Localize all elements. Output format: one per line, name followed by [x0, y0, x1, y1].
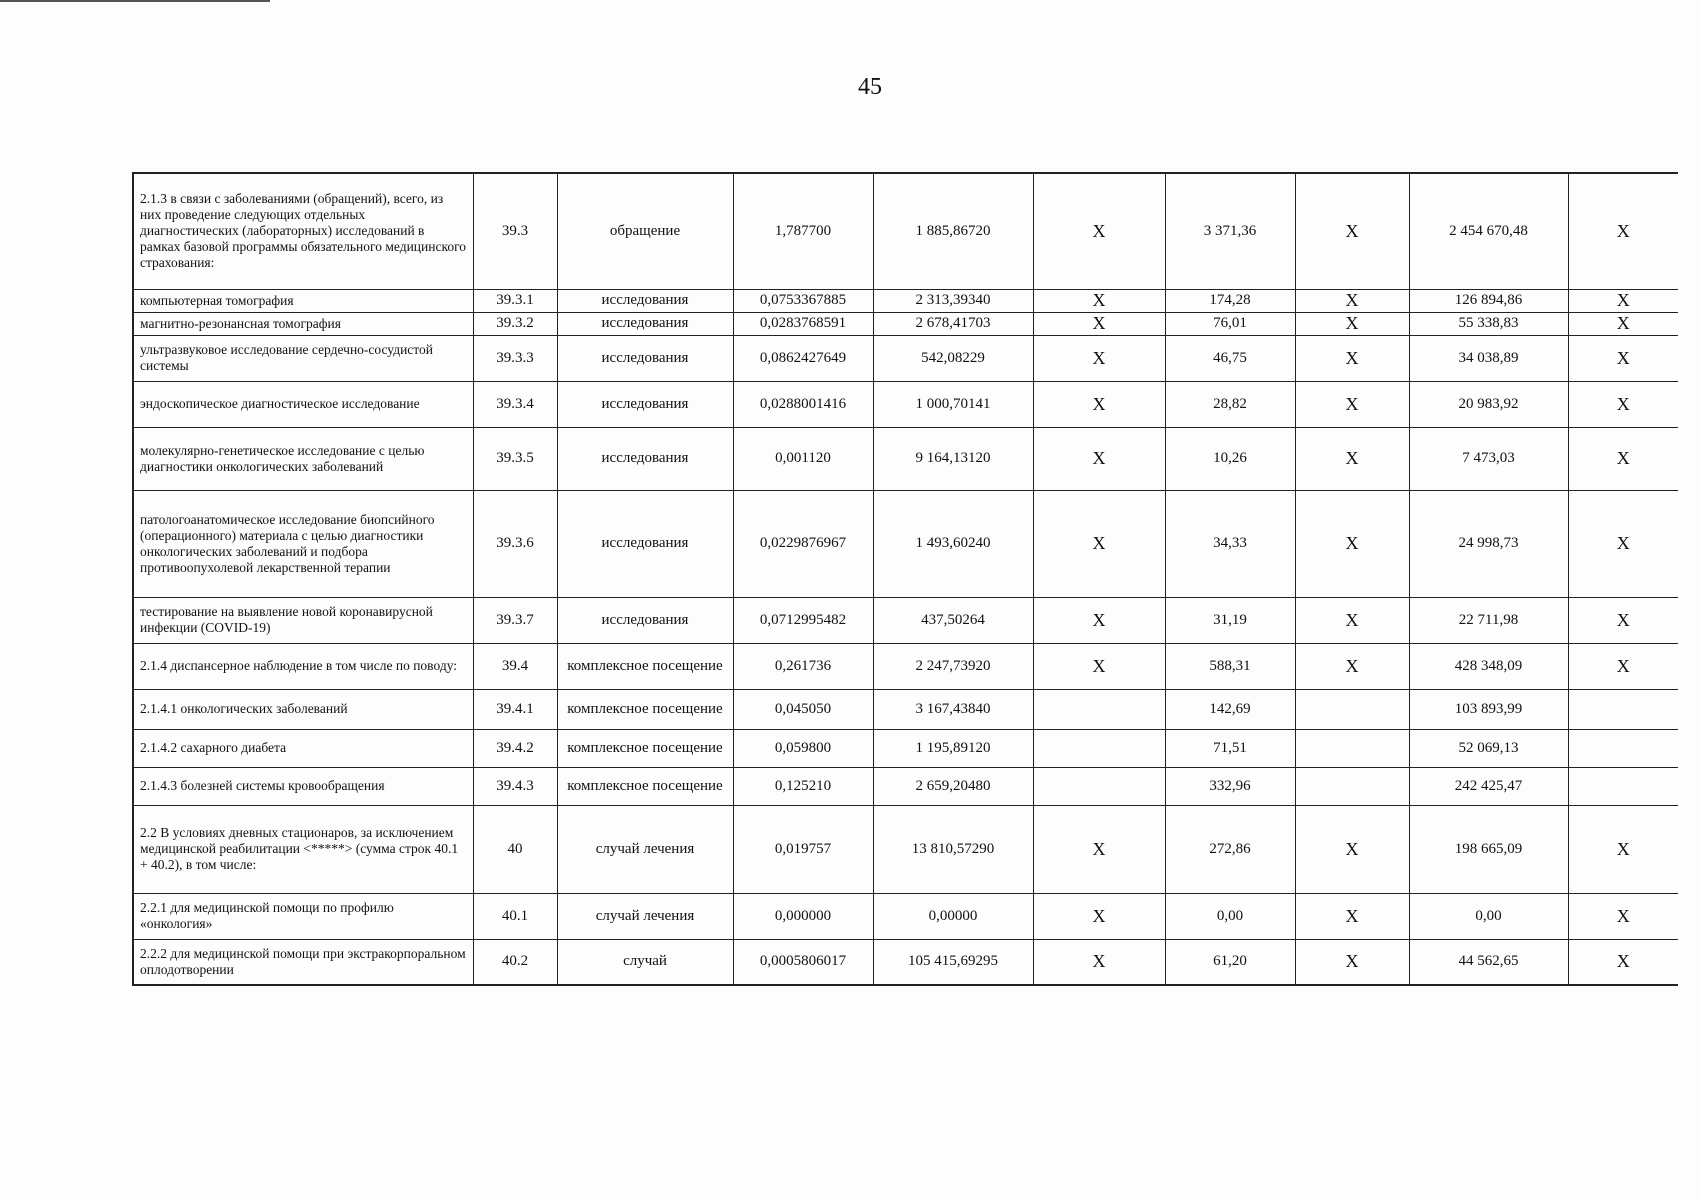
row-col10: X [1568, 597, 1678, 643]
row-col10 [1568, 729, 1678, 767]
row-col6: X [1033, 289, 1165, 312]
row-unit: исследования [557, 381, 733, 427]
row-col7: 31,19 [1165, 597, 1295, 643]
row-name: 2.2 В условиях дневных стационаров, за исключением медицинской реабилитации <*****> (сумма строк 40.1 + 40.2), в том числе: [133, 805, 473, 893]
row-col10: X [1568, 893, 1678, 939]
row-col7: 0,00 [1165, 893, 1295, 939]
row-name: 2.2.2 для медицинской помощи при экстракорпоральном оплодотворении [133, 939, 473, 985]
row-norm: 0,0229876967 [733, 490, 873, 597]
row-col9: 126 894,86 [1409, 289, 1568, 312]
data-table [132, 172, 1678, 986]
row-col8 [1295, 689, 1409, 729]
row-code: 40 [473, 805, 557, 893]
row-code: 39.3.2 [473, 312, 557, 335]
row-code: 39.3.3 [473, 335, 557, 381]
row-cost: 2 678,41703 [873, 312, 1033, 335]
top-rule [0, 0, 270, 2]
row-name: ультразвуковое исследование сердечно-сосудистой системы [133, 335, 473, 381]
row-cost: 1 195,89120 [873, 729, 1033, 767]
row-cost: 542,08229 [873, 335, 1033, 381]
row-cost: 3 167,43840 [873, 689, 1033, 729]
row-col7: 174,28 [1165, 289, 1295, 312]
row-col9: 0,00 [1409, 893, 1568, 939]
row-col8: X [1295, 427, 1409, 490]
row-col10: X [1568, 289, 1678, 312]
row-col9: 44 562,65 [1409, 939, 1568, 985]
row-col8: X [1295, 173, 1409, 289]
row-col7: 588,31 [1165, 643, 1295, 689]
row-unit: случай лечения [557, 893, 733, 939]
row-col6: X [1033, 805, 1165, 893]
row-code: 40.1 [473, 893, 557, 939]
row-col7: 10,26 [1165, 427, 1295, 490]
row-col8: X [1295, 893, 1409, 939]
row-norm: 0,0005806017 [733, 939, 873, 985]
row-norm: 0,0753367885 [733, 289, 873, 312]
row-col8: X [1295, 643, 1409, 689]
row-code: 40.2 [473, 939, 557, 985]
row-col10: X [1568, 939, 1678, 985]
row-col9: 242 425,47 [1409, 767, 1568, 805]
row-cost: 2 659,20480 [873, 767, 1033, 805]
row-name: 2.1.4.1 онкологических заболеваний [133, 689, 473, 729]
row-col10: X [1568, 427, 1678, 490]
table-row [133, 381, 1678, 427]
row-name: 2.1.4 диспансерное наблюдение в том числе по поводу: [133, 643, 473, 689]
row-col7: 46,75 [1165, 335, 1295, 381]
row-name: тестирование на выявление новой коронавирусной инфекции (COVID-19) [133, 597, 473, 643]
row-unit: комплексное посещение [557, 689, 733, 729]
row-col8: X [1295, 490, 1409, 597]
row-col6: X [1033, 893, 1165, 939]
row-col9: 198 665,09 [1409, 805, 1568, 893]
row-col8: X [1295, 939, 1409, 985]
row-col6: X [1033, 643, 1165, 689]
row-cost: 2 313,39340 [873, 289, 1033, 312]
row-col6: X [1033, 490, 1165, 597]
row-norm: 0,045050 [733, 689, 873, 729]
row-name: 2.2.1 для медицинской помощи по профилю «онкология» [133, 893, 473, 939]
row-unit: исследования [557, 312, 733, 335]
row-col8: X [1295, 335, 1409, 381]
row-col10: X [1568, 335, 1678, 381]
row-unit: случай [557, 939, 733, 985]
table-row [133, 805, 1678, 893]
table-row [133, 335, 1678, 381]
row-name: магнитно-резонансная томография [133, 312, 473, 335]
row-col6: X [1033, 312, 1165, 335]
row-name: компьютерная томография [133, 289, 473, 312]
row-col8: X [1295, 597, 1409, 643]
row-unit: исследования [557, 427, 733, 490]
row-col6: X [1033, 939, 1165, 985]
row-norm: 0,0288001416 [733, 381, 873, 427]
table-row [133, 767, 1678, 805]
row-code: 39.3.4 [473, 381, 557, 427]
row-col10: X [1568, 643, 1678, 689]
row-name: молекулярно-генетическое исследование с целью диагностики онкологических заболеваний [133, 427, 473, 490]
row-col6: X [1033, 427, 1165, 490]
row-col6: X [1033, 381, 1165, 427]
row-code: 39.4.3 [473, 767, 557, 805]
row-col10 [1568, 689, 1678, 729]
row-col9: 55 338,83 [1409, 312, 1568, 335]
row-unit: комплексное посещение [557, 729, 733, 767]
row-col7: 332,96 [1165, 767, 1295, 805]
row-cost: 2 247,73920 [873, 643, 1033, 689]
row-cost: 1 885,86720 [873, 173, 1033, 289]
row-col9: 22 711,98 [1409, 597, 1568, 643]
table-row [133, 689, 1678, 729]
row-norm: 0,000000 [733, 893, 873, 939]
row-col10: X [1568, 312, 1678, 335]
row-col9: 52 069,13 [1409, 729, 1568, 767]
table-row [133, 289, 1678, 312]
row-col10: X [1568, 490, 1678, 597]
row-col8: X [1295, 805, 1409, 893]
row-name: эндоскопическое диагностическое исследование [133, 381, 473, 427]
row-col10: X [1568, 173, 1678, 289]
row-name: 2.1.3 в связи с заболеваниями (обращений), всего, из них проведение следующих отдельных диагностических (лабораторных) исследований в рамках базовой программы обязательного медицинского страхования: [133, 173, 473, 289]
row-norm: 0,019757 [733, 805, 873, 893]
row-norm: 0,261736 [733, 643, 873, 689]
row-col7: 28,82 [1165, 381, 1295, 427]
row-col6: X [1033, 173, 1165, 289]
row-col9: 24 998,73 [1409, 490, 1568, 597]
row-col7: 61,20 [1165, 939, 1295, 985]
table-row [133, 893, 1678, 939]
table-row [133, 597, 1678, 643]
row-unit: комплексное посещение [557, 643, 733, 689]
row-col10: X [1568, 805, 1678, 893]
row-code: 39.3.1 [473, 289, 557, 312]
row-norm: 1,787700 [733, 173, 873, 289]
row-code: 39.3.5 [473, 427, 557, 490]
table-row [133, 643, 1678, 689]
row-unit: исследования [557, 289, 733, 312]
row-cost: 105 415,69295 [873, 939, 1033, 985]
row-col7: 3 371,36 [1165, 173, 1295, 289]
row-col7: 34,33 [1165, 490, 1295, 597]
row-col8: X [1295, 312, 1409, 335]
row-col6 [1033, 729, 1165, 767]
data-table-container [132, 172, 1677, 986]
row-col9: 2 454 670,48 [1409, 173, 1568, 289]
row-col9: 428 348,09 [1409, 643, 1568, 689]
table-row [133, 490, 1678, 597]
row-cost: 0,00000 [873, 893, 1033, 939]
row-col6: X [1033, 597, 1165, 643]
row-code: 39.3.6 [473, 490, 557, 597]
row-col9: 20 983,92 [1409, 381, 1568, 427]
row-cost: 9 164,13120 [873, 427, 1033, 490]
row-name: 2.1.4.2 сахарного диабета [133, 729, 473, 767]
row-unit: комплексное посещение [557, 767, 733, 805]
row-name: 2.1.4.3 болезней системы кровообращения [133, 767, 473, 805]
row-col7: 272,86 [1165, 805, 1295, 893]
row-code: 39.4.2 [473, 729, 557, 767]
row-name: патологоанатомическое исследование биопсийного (операционного) материала с целью диагностики онкологических заболеваний и подбора противоопухолевой лекарственной терапии [133, 490, 473, 597]
row-unit: исследования [557, 490, 733, 597]
row-norm: 0,0283768591 [733, 312, 873, 335]
row-unit: исследования [557, 597, 733, 643]
row-col8 [1295, 767, 1409, 805]
row-col8: X [1295, 289, 1409, 312]
row-code: 39.3 [473, 173, 557, 289]
row-col10: X [1568, 381, 1678, 427]
row-col8: X [1295, 381, 1409, 427]
row-col6: X [1033, 335, 1165, 381]
row-col8 [1295, 729, 1409, 767]
row-col6 [1033, 689, 1165, 729]
table-row [133, 729, 1678, 767]
row-norm: 0,059800 [733, 729, 873, 767]
row-cost: 437,50264 [873, 597, 1033, 643]
row-col9: 103 893,99 [1409, 689, 1568, 729]
row-unit: случай лечения [557, 805, 733, 893]
row-norm: 0,0712995482 [733, 597, 873, 643]
row-col10 [1568, 767, 1678, 805]
table-row [133, 312, 1678, 335]
page-number: 45 [858, 74, 882, 100]
row-col9: 34 038,89 [1409, 335, 1568, 381]
table-row [133, 427, 1678, 490]
row-col7: 142,69 [1165, 689, 1295, 729]
row-col9: 7 473,03 [1409, 427, 1568, 490]
row-norm: 0,001120 [733, 427, 873, 490]
row-col7: 71,51 [1165, 729, 1295, 767]
row-cost: 1 493,60240 [873, 490, 1033, 597]
table-row [133, 939, 1678, 985]
row-code: 39.4 [473, 643, 557, 689]
row-unit: исследования [557, 335, 733, 381]
row-code: 39.3.7 [473, 597, 557, 643]
row-col6 [1033, 767, 1165, 805]
row-norm: 0,125210 [733, 767, 873, 805]
row-cost: 1 000,70141 [873, 381, 1033, 427]
table-row [133, 173, 1678, 289]
row-code: 39.4.1 [473, 689, 557, 729]
row-cost: 13 810,57290 [873, 805, 1033, 893]
row-col7: 76,01 [1165, 312, 1295, 335]
row-norm: 0,0862427649 [733, 335, 873, 381]
row-unit: обращение [557, 173, 733, 289]
